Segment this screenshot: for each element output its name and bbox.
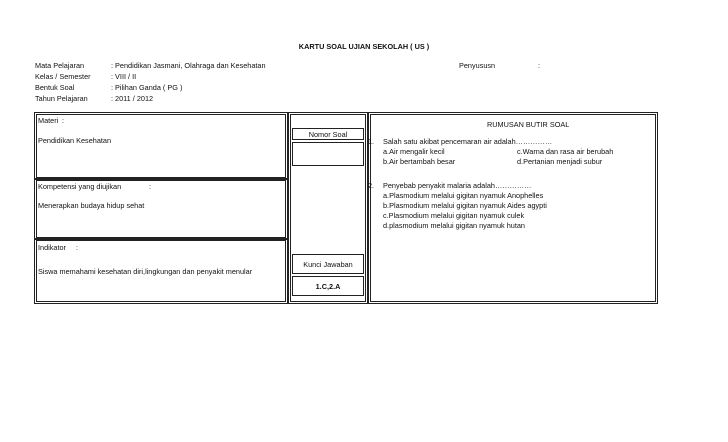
question-1-option-a: a.Air mengalir kecil [383, 147, 445, 156]
materi-box [34, 112, 288, 180]
question-2-option-c: c.Plasmodium melalui gigitan nyamuk culek [383, 211, 525, 220]
question-1-option-d: d.Pertanian menjadi subur [517, 157, 603, 166]
kelas-value: : VIII / II [111, 72, 137, 81]
question-1-option-b: b.Air bertambah besar [383, 157, 456, 166]
kunci-jawaban-label: Kunci Jawaban [303, 260, 353, 269]
kunci-jawaban-value: 1.C,2.A [315, 282, 341, 291]
question-1-number: 1. [368, 137, 375, 146]
nomor-soal-value-box [292, 142, 364, 166]
rumusan-label: RUMUSAN BUTIR SOAL [487, 120, 570, 129]
materi-colon: : [62, 116, 65, 125]
tahun-pelajaran-value: : 2011 / 2012 [111, 94, 154, 103]
indikator-value: Siswa memahami kesehatan diri,lingkungan dan penyakit menular [38, 267, 253, 276]
page-title: KARTU SOAL UJIAN SEKOLAH ( US ) [298, 42, 430, 51]
indikator-label: Indikator [38, 243, 66, 252]
mata-pelajaran-value: : Pendidikan Jasmani, Olahraga dan Kesehatan [111, 61, 266, 70]
nomor-soal-label: Nomor Soal [308, 130, 348, 139]
penyusun-colon: : [538, 61, 541, 70]
kompetensi-colon: : [149, 182, 152, 191]
kompetensi-label: Kompetensi yang diujikan [38, 182, 122, 191]
tahun-pelajaran-label: Tahun Pelajaran [35, 94, 88, 103]
kompetensi-value: Menerapkan budaya hidup sehat [38, 201, 145, 210]
bentuk-soal-label: Bentuk Soal [35, 83, 75, 92]
mata-pelajaran-label: Mata Pelajaran [35, 61, 85, 70]
question-2-option-d: d.plasmodium melalui gigitan nyamuk hutan [383, 221, 525, 230]
indikator-colon: : [76, 243, 79, 252]
question-1-option-c: c.Warna dan rasa air berubah [517, 147, 614, 156]
materi-value: Pendidikan Kesehatan [38, 136, 112, 145]
kelas-label: Kelas / Semester [35, 72, 91, 81]
question-2-option-a: a.Plasmodium melalui gigitan nyamuk Anophelles [383, 191, 544, 200]
question-2-text: Penyebab penyakit malaria adalah…………… [383, 181, 532, 190]
bentuk-soal-value: : Pilihan Ganda ( PG ) [111, 83, 183, 92]
question-1-text: Salah satu akibat pencemaran air adalah…………… [383, 137, 553, 146]
materi-label: Materi [38, 116, 59, 125]
penyusun-label: Penyususn [459, 61, 496, 70]
question-2-number: 2. [368, 181, 375, 190]
question-2-option-b: b.Plasmodium melalui gigitan nyamuk Aides agypti [383, 201, 547, 210]
